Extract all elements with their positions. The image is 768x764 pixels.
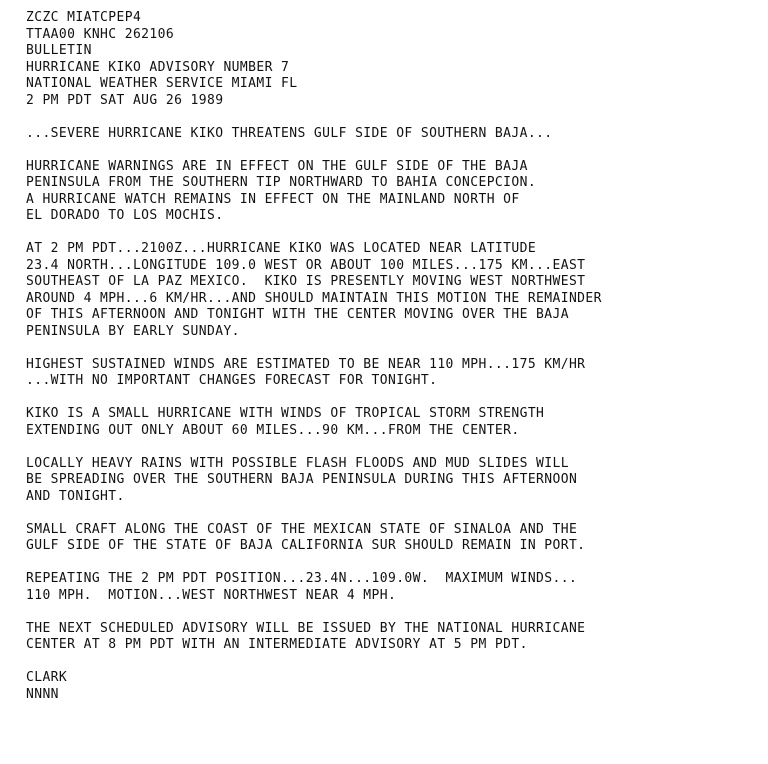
- issue-time: 2 PM PDT SAT AUG 26 1989: [26, 92, 224, 108]
- paragraph-winds: [26, 357, 761, 390]
- header-line: ZCZC MIATCPEP4: [26, 10, 142, 25]
- paragraph-line: AND TONIGHT.: [26, 488, 125, 504]
- bulletin-header: [26, 10, 761, 109]
- paragraph-line: OF THIS AFTERNOON AND TONIGHT WITH THE CENTER MOVING OVER THE BAJA: [26, 307, 569, 322]
- paragraph-rains: [26, 456, 761, 506]
- paragraph-line: SMALL CRAFT ALONG THE COAST OF THE MEXICAN STATE OF SINALOA AND THE: [26, 521, 578, 537]
- paragraph-line: ...WITH NO IMPORTANT CHANGES FORECAST FOR TONIGHT.: [26, 373, 438, 388]
- header-line: TTAA00 KNHC 262106: [26, 26, 175, 42]
- paragraph-line: KIKO IS A SMALL HURRICANE WITH WINDS OF TROPICAL STORM STRENGTH: [26, 406, 545, 421]
- paragraph-line: PENINSULA FROM THE SOUTHERN TIP NORTHWARD TO BAHIA CONCEPCION.: [26, 175, 537, 190]
- paragraph-line: SOUTHEAST OF LA PAZ MEXICO. KIKO IS PRESENTLY MOVING WEST NORTHWEST: [26, 274, 586, 289]
- paragraph-line: EXTENDING OUT ONLY ABOUT 60 MILES...90 KM...FROM THE CENTER.: [26, 422, 520, 438]
- advisory-document: [26, 10, 761, 703]
- paragraph-line: 110 MPH. MOTION...WEST NORTHWEST NEAR 4 MPH.: [26, 587, 397, 603]
- paragraph-size: [26, 406, 761, 439]
- paragraph-line: AROUND 4 MPH...6 KM/HR...AND SHOULD MAINTAIN THIS MOTION THE REMAINDER: [26, 290, 602, 306]
- paragraph-line: 23.4 NORTH...LONGITUDE 109.0 WEST OR ABOUT 100 MILES...175 KM...EAST: [26, 257, 586, 273]
- headline-text: ...SEVERE HURRICANE KIKO THREATENS GULF SIDE OF SOUTHERN BAJA...: [26, 125, 553, 141]
- paragraph-location: [26, 241, 761, 340]
- advisory-title: HURRICANE KIKO ADVISORY NUMBER 7: [26, 59, 290, 75]
- paragraph-next-advisory: [26, 621, 761, 654]
- paragraph-warnings: [26, 159, 761, 225]
- paragraph-line: EL DORADO TO LOS MOCHIS.: [26, 208, 224, 223]
- paragraph-line: HIGHEST SUSTAINED WINDS ARE ESTIMATED TO BE NEAR 110 MPH...175 KM/HR: [26, 356, 586, 372]
- paragraph-line: AT 2 PM PDT...2100Z...HURRICANE KIKO WAS LOCATED NEAR LATITUDE: [26, 241, 537, 256]
- signoff: [26, 670, 761, 703]
- paragraph-line: PENINSULA BY EARLY SUNDAY.: [26, 323, 240, 339]
- forecaster-name: CLARK: [26, 670, 68, 685]
- paragraph-repeat-position: [26, 571, 761, 604]
- paragraph-line: HURRICANE WARNINGS ARE IN EFFECT ON THE GULF SIDE OF THE BAJA: [26, 158, 528, 174]
- end-marker: NNNN: [26, 686, 59, 702]
- paragraph-line: CENTER AT 8 PM PDT WITH AN INTERMEDIATE ADVISORY AT 5 PM PDT.: [26, 637, 528, 652]
- headline: [26, 126, 761, 143]
- paragraph-line: A HURRICANE WATCH REMAINS IN EFFECT ON THE MAINLAND NORTH OF: [26, 191, 520, 207]
- paragraph-line: GULF SIDE OF THE STATE OF BAJA CALIFORNIA SUR SHOULD REMAIN IN PORT.: [26, 538, 586, 553]
- issuing-office: NATIONAL WEATHER SERVICE MIAMI FL: [26, 76, 298, 91]
- paragraph-line: THE NEXT SCHEDULED ADVISORY WILL BE ISSUED BY THE NATIONAL HURRICANE: [26, 620, 586, 636]
- paragraph-small-craft: [26, 522, 761, 555]
- paragraph-line: BE SPREADING OVER THE SOUTHERN BAJA PENINSULA DURING THIS AFTERNOON: [26, 472, 578, 487]
- paragraph-line: LOCALLY HEAVY RAINS WITH POSSIBLE FLASH FLOODS AND MUD SLIDES WILL: [26, 455, 569, 471]
- paragraph-line: REPEATING THE 2 PM PDT POSITION...23.4N...109.0W. MAXIMUM WINDS...: [26, 571, 578, 586]
- header-line: BULLETIN: [26, 43, 92, 58]
